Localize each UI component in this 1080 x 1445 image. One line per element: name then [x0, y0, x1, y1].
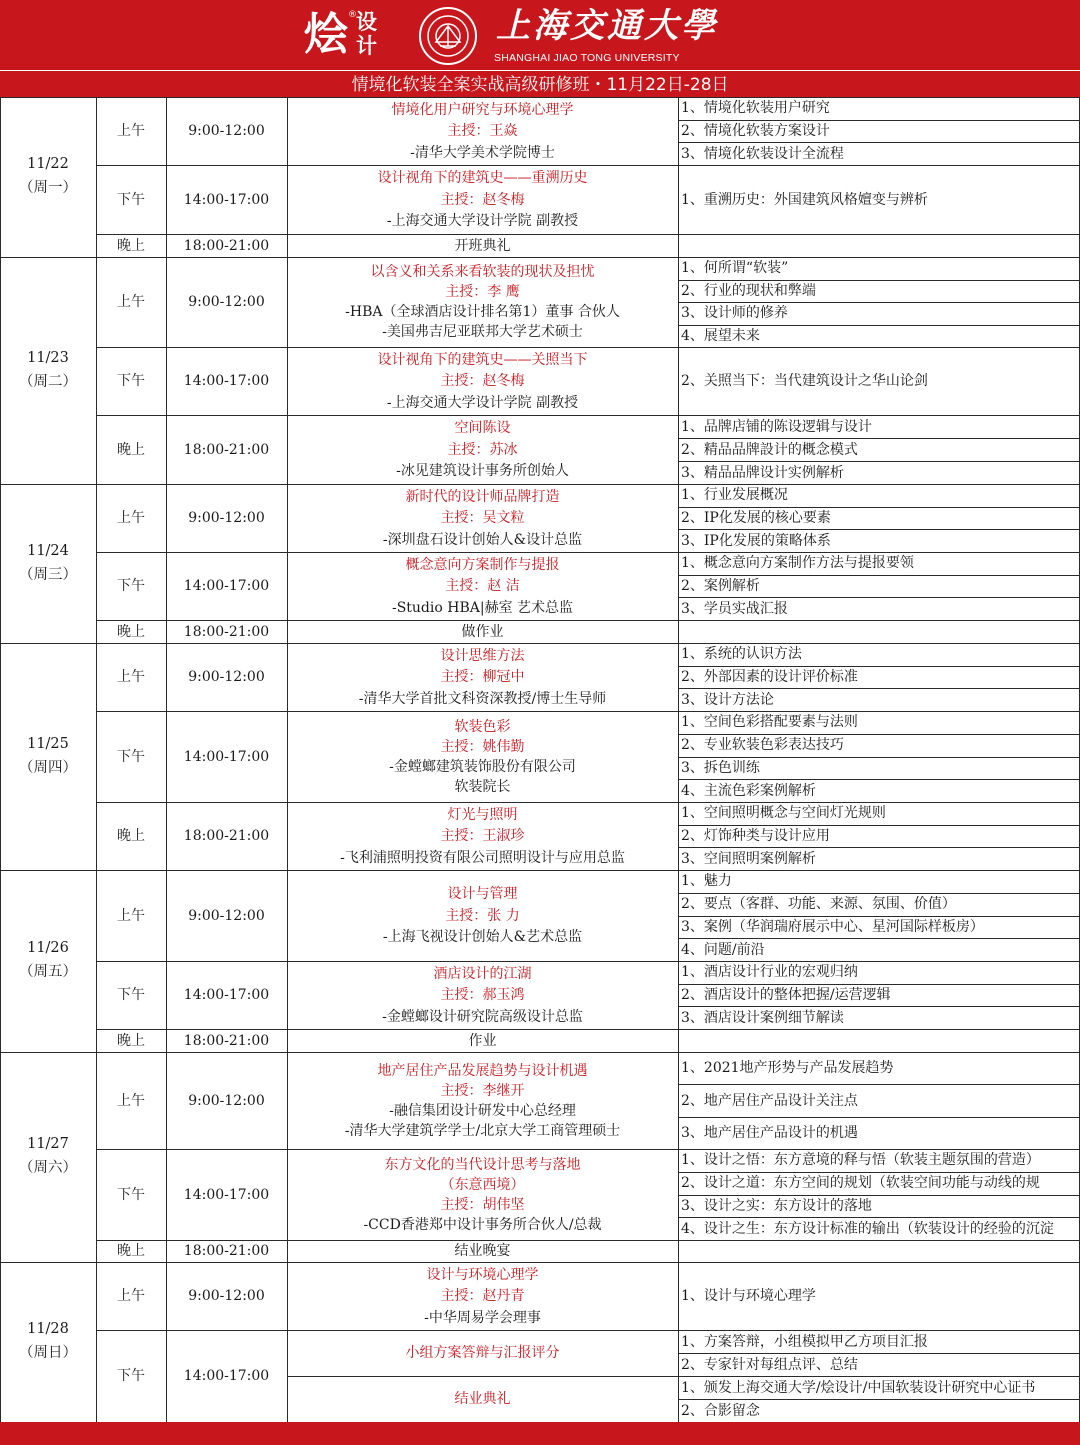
grid-line — [96, 870, 1080, 871]
session-time: 14:00-17:00 — [183, 987, 270, 1003]
course-title: 设计视角下的建筑史——关照当下 — [377, 351, 588, 368]
grid-line — [678, 529, 1080, 530]
session-period: 上午 — [117, 294, 145, 310]
topic-item: 1、品牌店铺的陈设逻辑与设计 — [681, 418, 872, 435]
speaker-info: -飞利浦照明投资有限公司照明设计与应用总监 — [340, 849, 625, 866]
grid-line — [0, 97, 1080, 98]
session-period: 上午 — [117, 1288, 145, 1304]
topic-item: 1、设计与环境心理学 — [681, 1288, 816, 1304]
topic-item: 1、2021地产形势与产品发展趋势 — [681, 1060, 894, 1077]
session-time: 9:00-12:00 — [188, 1092, 265, 1109]
speaker-info: -中华周易学会理事 — [424, 1309, 541, 1326]
grid-line — [678, 1006, 1080, 1007]
day-weekday: （周四） — [19, 759, 77, 776]
grid-line — [96, 802, 1080, 803]
topic-item: 3、学员实战汇报 — [681, 600, 788, 617]
grid-line — [96, 620, 1080, 621]
topic-item: 3、IP化发展的策略体系 — [681, 532, 831, 549]
session-time: 9:00-12:00 — [188, 123, 265, 139]
page-title: 情境化软装全案实战高级研修班・11月22日-28日 — [351, 75, 729, 95]
topic-item: 2、合影留念 — [681, 1402, 760, 1419]
course-title: 灯光与照明 — [447, 806, 518, 823]
grid-line — [678, 938, 1080, 939]
session-period: 晚上 — [117, 623, 145, 640]
course-line: 主授：郝玉鸿 — [440, 987, 525, 1003]
topic-item: 3、拆色训练 — [681, 759, 760, 776]
session-time: 14:00-17:00 — [183, 373, 270, 389]
topic-item: 2、情境化软装方案设计 — [681, 123, 830, 139]
logo-registered-mark: ® — [348, 10, 357, 20]
course-title: 设计与环境心理学 — [426, 1266, 539, 1283]
day-date: 11/22 — [27, 156, 69, 172]
course-line: 主授：李继开 — [440, 1082, 525, 1099]
grid-line — [678, 688, 1080, 689]
topic-item: 4、展望未来 — [681, 327, 760, 344]
speaker-info: 做作业 — [461, 623, 504, 640]
session-period: 晚上 — [117, 441, 145, 458]
topic-item: 1、魅力 — [681, 873, 732, 890]
topic-item: 2、专业软装色彩表达技巧 — [681, 737, 844, 754]
day-weekday: （周日） — [19, 1345, 77, 1361]
grid-line — [678, 120, 1080, 121]
grid-line — [678, 1172, 1080, 1173]
session-time: 18:00-21:00 — [183, 1243, 270, 1259]
grid-line — [678, 97, 679, 1422]
day-date: 11/26 — [27, 940, 69, 956]
session-time: 18:00-21:00 — [183, 828, 270, 844]
session-time: 14:00-17:00 — [183, 191, 270, 208]
topic-item: 2、关照当下：当代建筑设计之华山论剑 — [681, 373, 928, 389]
course-title: 设计与管理 — [447, 886, 518, 902]
session-period: 下午 — [117, 1186, 145, 1203]
title-bar — [0, 70, 1080, 97]
session-time: 9:00-12:00 — [188, 510, 265, 526]
course-title: 东方文化的当代设计思考与落地 — [384, 1156, 581, 1173]
session-time: 9:00-12:00 — [188, 907, 265, 924]
day-weekday: （周六） — [19, 1160, 77, 1176]
speaker-info: -上海飞视设计创始人&艺术总监 — [382, 929, 583, 945]
session-time: 14:00-17:00 — [183, 1186, 270, 1203]
session-period: 晚上 — [117, 237, 145, 254]
course-line: 主授：王焱 — [447, 123, 518, 139]
grid-line — [678, 1399, 1080, 1400]
topic-item: 2、设计之道：东方空间的规划（软装空间功能与动线的规 — [681, 1175, 1040, 1192]
topic-item: 1、方案答辩，小组模拟甲乙方项目汇报 — [681, 1333, 928, 1350]
course-title: 情境化用户研究与环境心理学 — [391, 101, 574, 118]
logo-main-char: 烩 — [304, 9, 348, 60]
topic-item: 1、空间照明概念与空间灯光规则 — [681, 805, 886, 822]
grid-line — [678, 916, 1080, 917]
day-date: 11/23 — [27, 349, 69, 366]
course-title: 软装色彩 — [454, 718, 511, 735]
speaker-info: 结业晚宴 — [454, 1243, 511, 1259]
session-period: 上午 — [117, 123, 145, 139]
speaker-info: -Studio HBA|赫室 艺术总监 — [391, 599, 574, 616]
speaker-info: -融信集团设计研发中心总经理 — [389, 1102, 576, 1119]
university-seal-icon — [418, 6, 478, 66]
course-title: 新时代的设计师品牌打造 — [405, 488, 560, 505]
session-period: 下午 — [117, 748, 145, 765]
day-weekday: （周五） — [19, 964, 77, 980]
speaker-info: -HBA（全球酒店设计排名第1）董事 合伙人 — [345, 304, 620, 320]
speaker-info: 开班典礼 — [454, 237, 511, 254]
grid-line — [678, 1117, 1080, 1118]
university-name-en: SHANGHAI JIAO TONG UNIVERSITY — [494, 52, 680, 64]
session-period: 晚上 — [117, 1243, 145, 1259]
topic-item: 2、专家针对每组点评、总结 — [681, 1356, 858, 1373]
topic-item: 2、行业的现状和弊端 — [681, 282, 816, 299]
course-line: 主授：李 鹰 — [445, 284, 520, 300]
grid-line — [678, 1376, 1080, 1377]
session-time: 14:00-17:00 — [183, 748, 270, 765]
topic-item: 2、地产居住产品设计关注点 — [681, 1092, 858, 1109]
topic-item: 3、设计师的修养 — [681, 305, 788, 322]
huishe-logo — [304, 6, 394, 64]
topic-item: 1、颁发上海交通大学/烩设计/中国软装设计研究中心证书 — [681, 1379, 1036, 1396]
speaker-info: 作业 — [468, 1032, 497, 1049]
grid-line — [96, 484, 1080, 485]
course-line: 主授：吴文粒 — [440, 510, 525, 526]
speaker-info: -CCD香港郑中设计事务所合伙人/总裁 — [363, 1216, 602, 1233]
grid-line — [287, 1376, 680, 1377]
footer-bar — [0, 1422, 1080, 1445]
topic-item: 1、设计之悟：东方意境的释与悟（软装主题氛围的营造） — [681, 1152, 1040, 1169]
grid-line — [96, 1330, 1080, 1331]
speaker-info: -美国弗吉尼亚联邦大学艺术硕士 — [382, 324, 583, 340]
course-title: 设计视角下的建筑史——重溯历史 — [377, 170, 588, 186]
session-time: 18:00-21:00 — [183, 237, 270, 254]
topic-item: 3、情境化软装设计全流程 — [681, 145, 844, 162]
grid-line — [678, 438, 1080, 439]
day-weekday: （周三） — [19, 566, 77, 583]
grid-line — [96, 1029, 1080, 1030]
course-title: 以含义和关系来看软装的现状及担忧 — [370, 264, 595, 280]
topic-item: 2、精品品牌設计的概念模式 — [681, 441, 858, 458]
topic-item: 1、空间色彩搭配要素与法则 — [681, 714, 858, 731]
grid-line — [678, 666, 1080, 667]
course-line: 主授：柳冠中 — [440, 669, 525, 685]
course-line: （东意西境） — [440, 1176, 525, 1193]
session-time: 9:00-12:00 — [188, 294, 265, 310]
speaker-info: 软装院长 — [454, 778, 511, 795]
course-line: 主授：姚伟勤 — [440, 738, 525, 755]
topic-item: 3、案例（华润瑞府展示中心、星河国际样板房） — [681, 918, 984, 935]
topic-item: 2、IP化发展的核心要素 — [681, 510, 831, 526]
grid-line — [678, 1195, 1080, 1196]
day-weekday: （周二） — [19, 373, 77, 390]
grid-line — [96, 643, 1080, 644]
grid-line — [678, 779, 1080, 780]
grid-line — [678, 847, 1080, 848]
topic-item: 1、概念意向方案制作方法与提报要领 — [681, 555, 914, 572]
session-period: 下午 — [117, 578, 145, 594]
grid-line — [96, 1149, 1080, 1150]
topic-item: 3、空间照明案例解析 — [681, 850, 816, 867]
topic-item: 1、重溯历史：外国建筑风格嬗变与辨析 — [681, 191, 928, 208]
grid-line — [678, 1084, 1080, 1085]
speaker-info: -清华大学建筑学学士/北京大学工商管理硕士 — [344, 1122, 621, 1139]
topic-item: 2、灯饰种类与设计应用 — [681, 828, 830, 844]
speaker-info: -清华大学首批文科资深教授/博士生导师 — [358, 690, 607, 707]
day-date: 11/25 — [27, 735, 69, 752]
topic-item: 4、问题/前沿 — [681, 941, 765, 958]
course-title: 酒店设计的江湖 — [433, 965, 532, 982]
topic-item: 1、何所谓“软装” — [681, 260, 789, 277]
grid-line — [96, 961, 1080, 962]
course-line: 主授：王淑珍 — [440, 828, 525, 844]
topic-item: 2、酒店设计的整体把握/运营逻辑 — [681, 987, 891, 1003]
session-period: 下午 — [117, 1368, 145, 1384]
grid-line — [96, 234, 1080, 235]
day-date: 11/24 — [27, 542, 69, 559]
university-name-cn: 上海交通大學 — [496, 6, 718, 46]
session-period: 上午 — [117, 510, 145, 526]
speaker-info: -上海交通大学设计学院 副教授 — [386, 394, 579, 411]
grid-line — [678, 302, 1080, 303]
course-line: 主授：赵冬梅 — [440, 373, 525, 389]
topic-item: 3、地产居住产品设计的机遇 — [681, 1124, 858, 1141]
topic-item: 2、外部因素的设计评价标准 — [681, 669, 858, 685]
topic-item: 1、系统的认识方法 — [681, 646, 802, 663]
session-period: 上午 — [117, 907, 145, 924]
logo-sub-top: 设 — [356, 10, 377, 34]
session-time: 14:00-17:00 — [183, 1368, 270, 1384]
speaker-info: -深圳盘石设计创始人&设计总监 — [382, 531, 583, 548]
topic-item: 4、主流色彩案例解析 — [681, 782, 816, 799]
grid-line — [678, 734, 1080, 735]
schedule-table — [0, 97, 1080, 1422]
session-period: 晚上 — [117, 1032, 145, 1049]
course-line: 主授：赵冬梅 — [440, 191, 525, 208]
course-title: 地产居住产品发展趋势与设计机遇 — [377, 1062, 588, 1079]
session-time: 18:00-21:00 — [183, 441, 270, 458]
session-period: 下午 — [117, 373, 145, 389]
topic-item: 1、情境化软装用户研究 — [681, 100, 830, 117]
speaker-info: -上海交通大学设计学院 副教授 — [386, 213, 579, 229]
grid-line — [678, 825, 1080, 826]
course-line: 主授：苏冰 — [447, 441, 518, 458]
course-line: 主授：张 力 — [445, 907, 520, 924]
session-period: 上午 — [117, 1092, 145, 1109]
course-line: 主授：赵 洁 — [445, 578, 520, 594]
session-time: 18:00-21:00 — [183, 623, 270, 640]
logo-sub-bottom: 计 — [356, 34, 377, 58]
grid-line — [96, 415, 1080, 416]
topic-item: 3、设计方法论 — [681, 691, 774, 708]
grid-line — [96, 1240, 1080, 1241]
day-date: 11/28 — [27, 1321, 69, 1337]
day-weekday: （周一） — [19, 180, 77, 196]
session-period: 下午 — [117, 191, 145, 208]
grid-line — [678, 142, 1080, 143]
grid-line — [678, 507, 1080, 508]
course-title: 概念意向方案制作与提报 — [405, 556, 560, 573]
topic-item: 3、酒店设计案例细节解读 — [681, 1009, 844, 1026]
topic-item: 4、设计之生：东方设计标准的输出（软装设计的经验的沉淀 — [681, 1220, 1054, 1237]
grid-line — [96, 165, 1080, 166]
course-line: 主授：胡伟坚 — [440, 1196, 525, 1213]
session-time: 9:00-12:00 — [188, 669, 265, 685]
grid-line — [96, 347, 1080, 348]
course-title: 设计思维方法 — [440, 647, 525, 664]
course-line: 主授：赵丹青 — [440, 1288, 525, 1304]
course-title: 空间陈设 — [454, 420, 511, 436]
speaker-info: -金螳螂设计研究院高级设计总监 — [382, 1008, 583, 1025]
session-time: 9:00-12:00 — [188, 1288, 265, 1304]
grid-line — [678, 984, 1080, 985]
grid-line — [678, 1353, 1080, 1354]
grid-line — [678, 757, 1080, 758]
session-period: 上午 — [117, 669, 145, 685]
topic-item: 2、要点（客群、功能、来源、氛围、价值） — [681, 896, 956, 913]
grid-line — [96, 552, 1080, 553]
topic-item: 3、精品品牌设计实例解析 — [681, 464, 844, 481]
closing-ceremony: 结业典礼 — [454, 1391, 511, 1407]
speaker-info: -冰见建筑设计事务所创始人 — [396, 463, 569, 479]
grid-line — [678, 575, 1080, 576]
speaker-info: -清华大学美术学院博士 — [410, 144, 555, 161]
topic-item: 3、设计之实：东方设计的落地 — [681, 1197, 872, 1214]
session-time: 14:00-17:00 — [183, 578, 270, 594]
grid-line — [96, 711, 1080, 712]
course-title: 小组方案答辩与汇报评分 — [405, 1345, 560, 1361]
grid-line — [96, 257, 1080, 258]
day-date: 11/27 — [27, 1136, 69, 1152]
grid-line — [678, 1217, 1080, 1218]
speaker-info: -金螳螂建筑装饰股份有限公司 — [389, 758, 576, 775]
header-banner — [0, 0, 1080, 70]
session-period: 晚上 — [117, 828, 145, 844]
topic-item: 1、酒店设计行业的宏观归纳 — [681, 964, 858, 981]
session-time: 18:00-21:00 — [183, 1032, 270, 1049]
topic-item: 1、行业发展概况 — [681, 487, 788, 504]
grid-line — [96, 1052, 1080, 1053]
grid-line — [96, 1262, 1080, 1263]
session-period: 下午 — [117, 987, 145, 1003]
grid-line — [678, 597, 1080, 598]
grid-line — [678, 461, 1080, 462]
grid-line — [678, 893, 1080, 894]
topic-item: 2、案例解析 — [681, 578, 760, 594]
